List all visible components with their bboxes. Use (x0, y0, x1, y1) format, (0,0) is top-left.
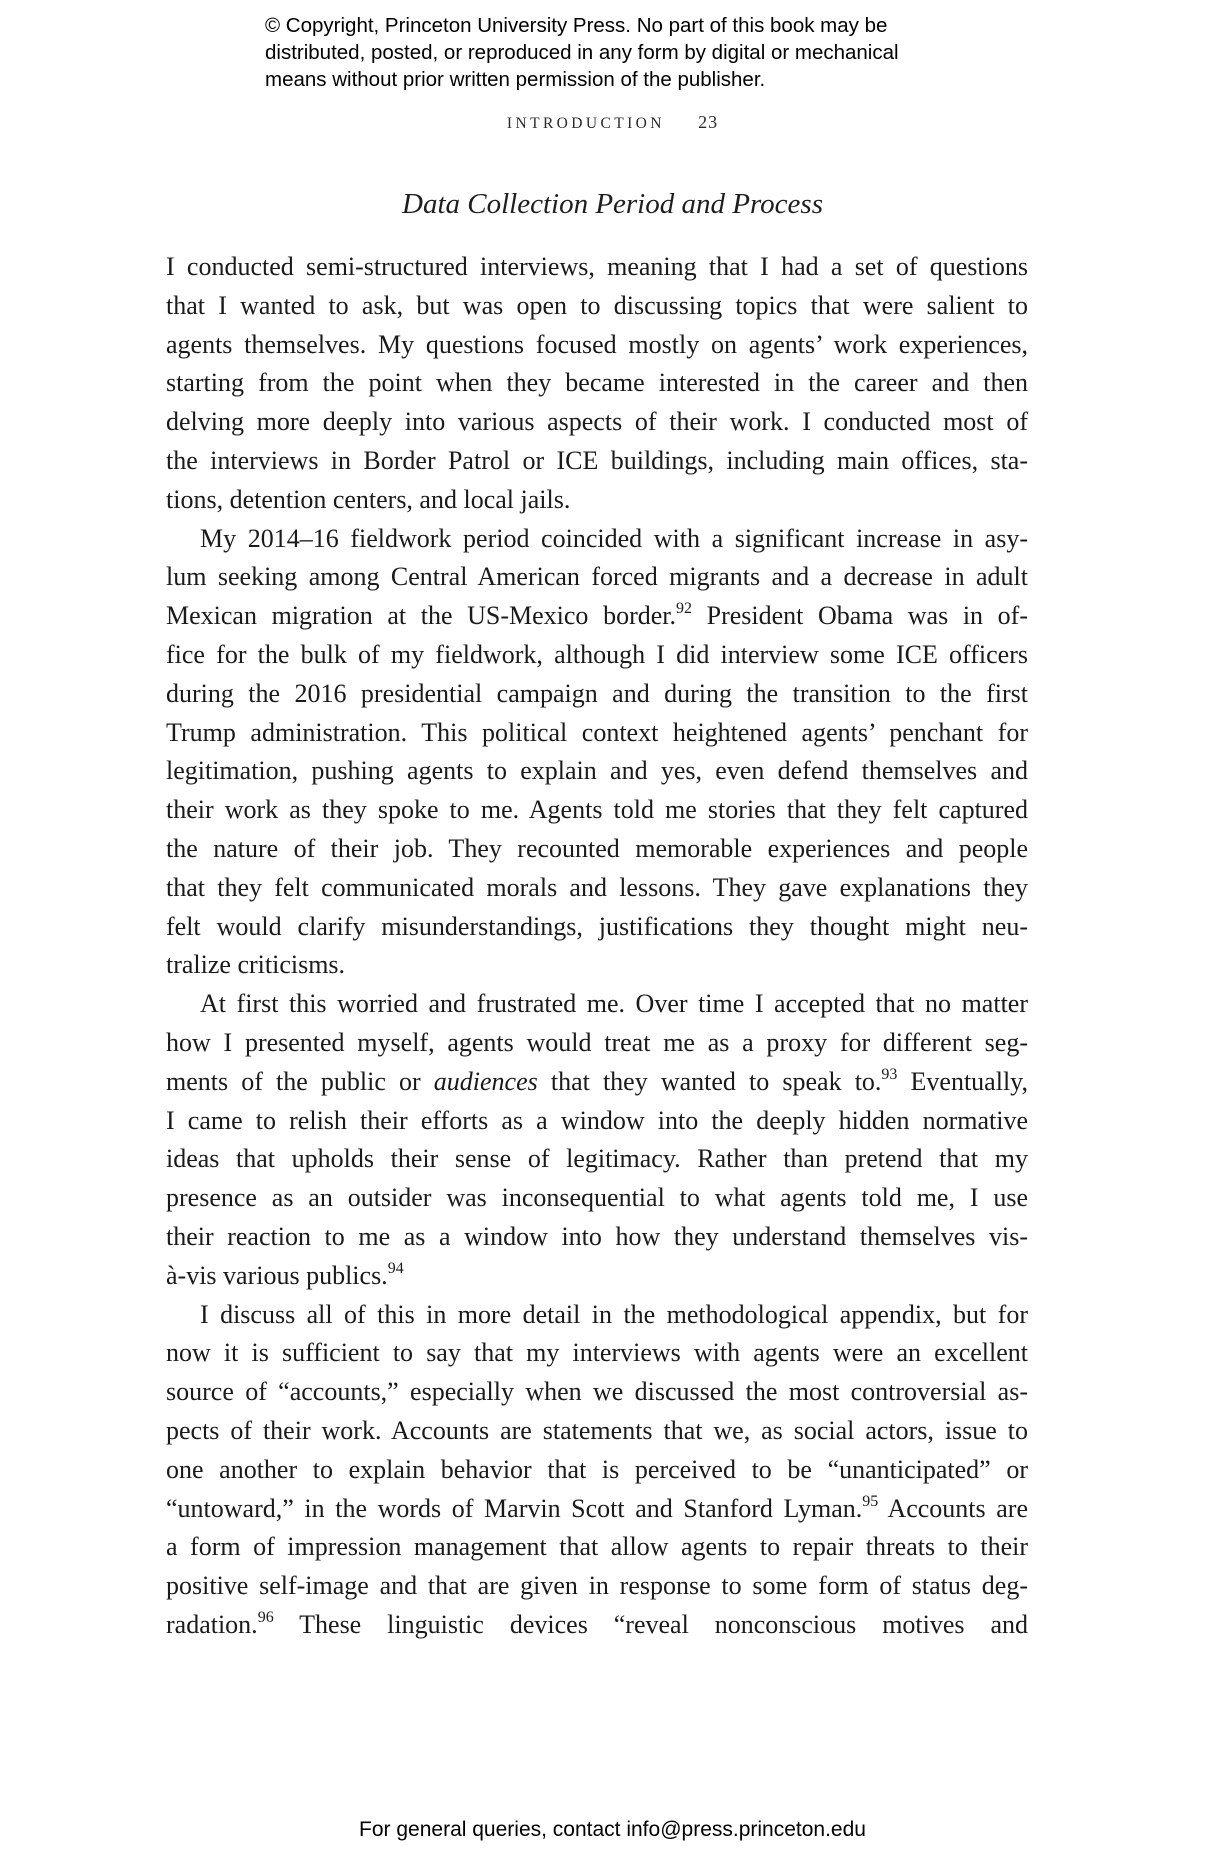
text-line: positive self-image and that are given in response to some form of status deg- (166, 1571, 1028, 1601)
copyright-line-3: means without prior written permission of the publisher. (265, 68, 766, 91)
text-line: I conducted semi-structured interviews, meaning that I had a set of questions (166, 252, 1028, 281)
text-line: tions, detention centers, and local jails. (166, 484, 571, 514)
text-segment: ments of the public or (166, 1066, 434, 1096)
text-segment: Eventually, (897, 1066, 1028, 1096)
text-line: the interviews in Border Patrol or ICE buildings, including main offices, sta- (166, 445, 1028, 475)
text-line: the nature of their job. They recounted memorable experiences and people (166, 833, 1028, 863)
text-segment: radation. (166, 1609, 258, 1639)
text-line: agents themselves. My questions focused mostly on agents’ work experiences, (166, 329, 1028, 359)
copyright-notice (265, 12, 1025, 93)
footnote-ref-94[interactable]: 94 (387, 1259, 404, 1277)
text-line: that I wanted to ask, but was open to discussing topics that were salient to (166, 290, 1028, 320)
paragraph-3 (166, 985, 1028, 1295)
text-line: felt would clarify misunderstandings, justifications they thought might neu- (166, 911, 1028, 941)
text-line: starting from the point when they became interested in the career and then (166, 368, 1028, 398)
text-line: ideas that upholds their sense of legitimacy. Rather than pretend that my (166, 1144, 1028, 1174)
text-line (166, 1257, 1028, 1296)
text-line: Trump administration. This political context heightened agents’ penchant for (166, 717, 1028, 747)
text-segment: These linguistic devices “reveal nonconscious motives and (273, 1609, 1028, 1639)
text-line (166, 1490, 1028, 1529)
footnote-ref-92[interactable]: 92 (676, 600, 692, 618)
text-segment: President Obama was in of- (692, 601, 1028, 631)
text-segment: that they wanted to speak to. (537, 1066, 882, 1096)
text-segment: “untoward,” in the words of Marvin Scott and Stanford Lyman. (166, 1493, 863, 1523)
text-line: fice for the bulk of my fieldwork, although I did interview some ICE officers (166, 639, 1028, 669)
copyright-line-2: distributed, posted, or reproduced in any form by digital or mechanical (265, 41, 899, 64)
running-head (0, 112, 1225, 133)
text-line: delving more deeply into various aspects of their work. I conducted most of (166, 407, 1028, 437)
paragraph-1 (166, 248, 1028, 520)
emphasis-audiences: audiences (433, 1066, 538, 1096)
footnote-ref-93[interactable]: 93 (881, 1065, 898, 1083)
page-number: 23 (698, 112, 719, 132)
text-line: At first this worried and frustrated me. Over time I accepted that no matter (200, 989, 1028, 1019)
text-line: during the 2016 presidential campaign and during the transition to the first (166, 678, 1028, 708)
text-line: I came to relish their efforts as a window into the deeply hidden normative (166, 1105, 1028, 1135)
paragraph-4 (166, 1296, 1028, 1645)
text-line (166, 597, 1028, 636)
text-line: one another to explain behavior that is perceived to be “unanticipated” or (166, 1454, 1028, 1484)
text-line: now it is sufficient to say that my interviews with agents were an excellent (166, 1338, 1028, 1368)
body-text (166, 248, 1028, 1645)
text-line (166, 1606, 1028, 1645)
text-line: I discuss all of this in more detail in the methodological appendix, but for (200, 1299, 1028, 1329)
text-segment: Accounts are (878, 1493, 1028, 1523)
copyright-line-1: © Copyright, Princeton University Press. No part of this book may be (265, 14, 888, 37)
section-heading: Data Collection Period and Process (402, 188, 823, 220)
paragraph-2 (166, 520, 1028, 986)
text-line: tralize criticisms. (166, 950, 346, 980)
running-head-title: INTRODUCTION (506, 115, 665, 132)
text-line: lum seeking among Central American forced migrants and a decrease in adult (166, 562, 1028, 592)
text-line (166, 1063, 1028, 1102)
text-line: pects of their work. Accounts are statements that we, as social actors, issue to (166, 1415, 1028, 1445)
text-line: a form of impression management that allow agents to repair threats to their (166, 1532, 1028, 1562)
text-segment: à-vis various publics. (166, 1260, 388, 1290)
footnote-ref-95[interactable]: 95 (862, 1492, 879, 1510)
text-line: presence as an outsider was inconsequential to what agents told me, I use (166, 1183, 1028, 1213)
text-line: how I presented myself, agents would treat me as a proxy for different seg- (166, 1027, 1028, 1057)
footer-contact: For general queries, contact info@press.princeton.edu (359, 1818, 866, 1841)
footnote-ref-96[interactable]: 96 (257, 1608, 274, 1626)
text-line: legitimation, pushing agents to explain and yes, even defend themselves and (166, 756, 1028, 786)
text-line: My 2014–16 fieldwork period coincided with a significant increase in asy- (200, 523, 1028, 553)
text-line: that they felt communicated morals and lessons. They gave explanations they (166, 872, 1028, 902)
text-line: their reaction to me as a window into how they understand themselves vis- (166, 1221, 1028, 1251)
text-line: source of “accounts,” especially when we discussed the most controversial as- (166, 1377, 1028, 1407)
text-line: their work as they spoke to me. Agents told me stories that they felt captured (166, 795, 1028, 825)
text-segment: Mexican migration at the US-Mexico border. (166, 601, 676, 631)
